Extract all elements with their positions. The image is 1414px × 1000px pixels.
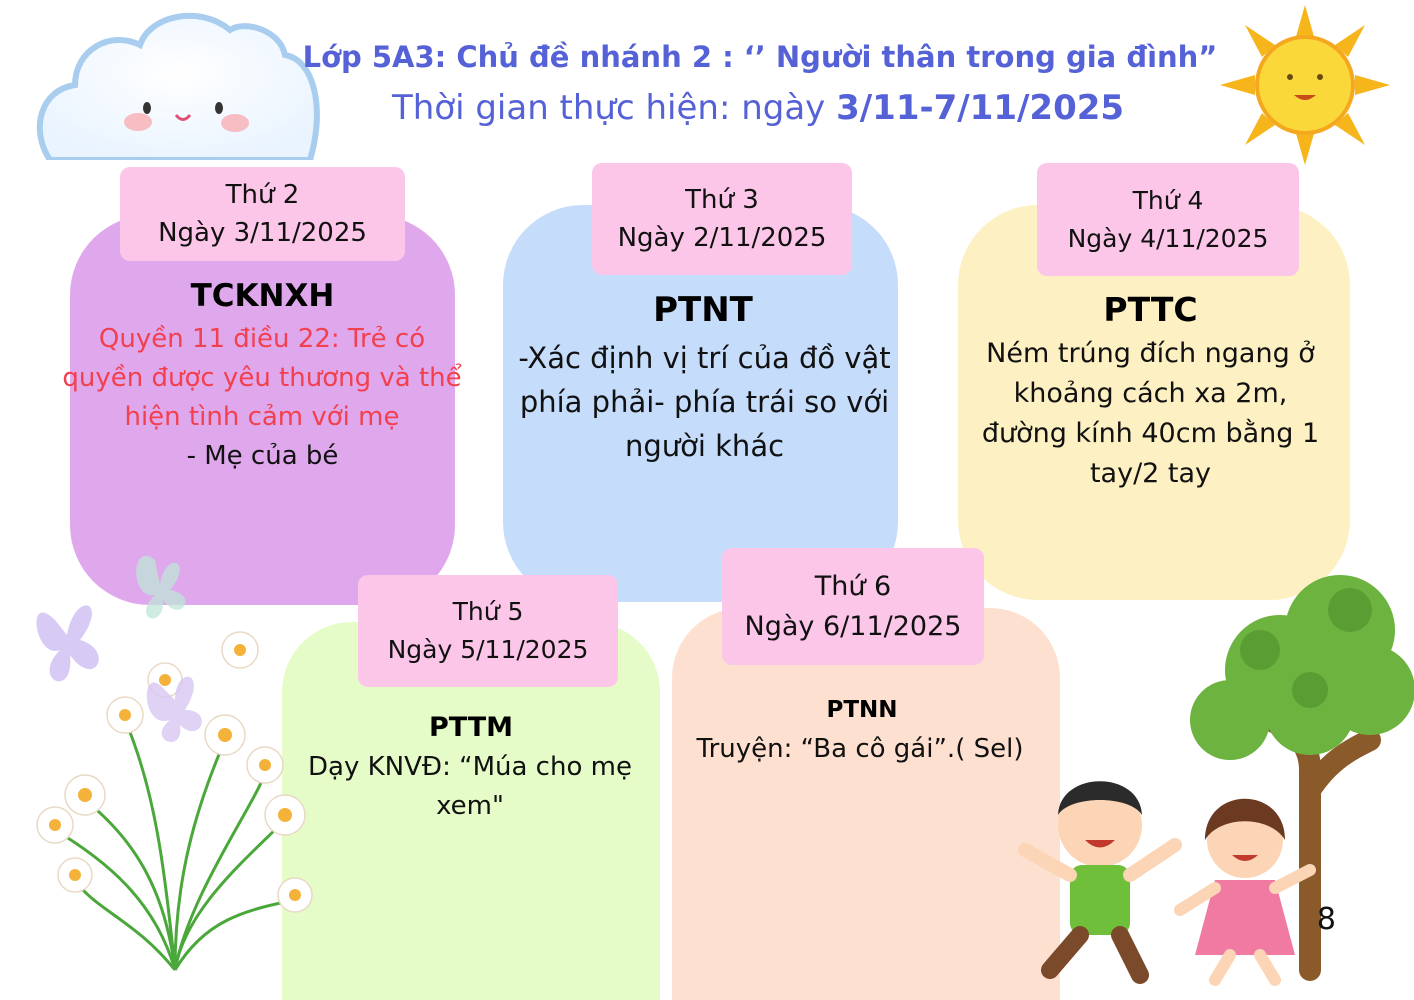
date-label: Ngày 6/11/2025 [744,610,962,642]
sun-illustration [1220,5,1390,165]
tab-friday [722,548,984,665]
subject-content-red: Quyền 11 điều 22: Trẻ có quyền được yêu thương và thể hiện tình cảm với mẹ [62,324,462,432]
date-label: Ngày 4/11/2025 [1067,223,1269,253]
date-label: Ngày 2/11/2025 [617,223,827,253]
subject-title: PTNT [653,290,753,330]
tab-tuesday [592,163,852,275]
subject-content: - Mẹ của bé [186,441,339,471]
day-label: Thứ 5 [452,597,524,626]
day-label: Thứ 4 [1132,185,1204,215]
card-friday [672,608,1060,1000]
page-number: 8 [1316,902,1336,937]
date-label: Ngày 5/11/2025 [387,635,589,664]
subject-content: -Xác định vị trí của đồ vật phía phải- phía trái so với người khác [518,341,891,463]
time-range: 3/11-7/11/2025 [836,88,1125,128]
day-label: Thứ 3 [685,185,759,215]
cloud-illustration [30,10,330,160]
subject-title: TCKNXH [190,278,335,314]
subject-title: PTNN [826,697,898,723]
subject-title: PTTM [428,712,514,743]
subject-content: Dạy KNVĐ: “Múa cho mẹ xem" [308,752,632,821]
time-prefix: Thời gian thực hiện: ngày [391,88,837,128]
tab-thursday [358,575,618,687]
subject-title: PTTC [1103,290,1198,329]
kids-tree-illustration [1010,570,1414,990]
day-label: Thứ 2 [225,180,300,210]
page-title: Lớp 5A3: Chủ đề nhánh 2 : ‘’ Người thân trong gia đình” [302,40,1218,74]
subject-content: Ném trúng đích ngang ở khoảng cách xa 2m, đường kính 40cm bằng 1 tay/2 tay [981,338,1320,489]
date-label: Ngày 3/11/2025 [158,218,367,248]
day-label: Thứ 6 [814,570,892,602]
flowers-butterflies-illustration [15,540,335,980]
time-range-line [0,88,1414,128]
tab-wednesday [1037,163,1299,276]
subject-content: Truyện: “Ba cô gái”.( Sel) [696,734,1024,764]
tab-monday [120,167,405,261]
